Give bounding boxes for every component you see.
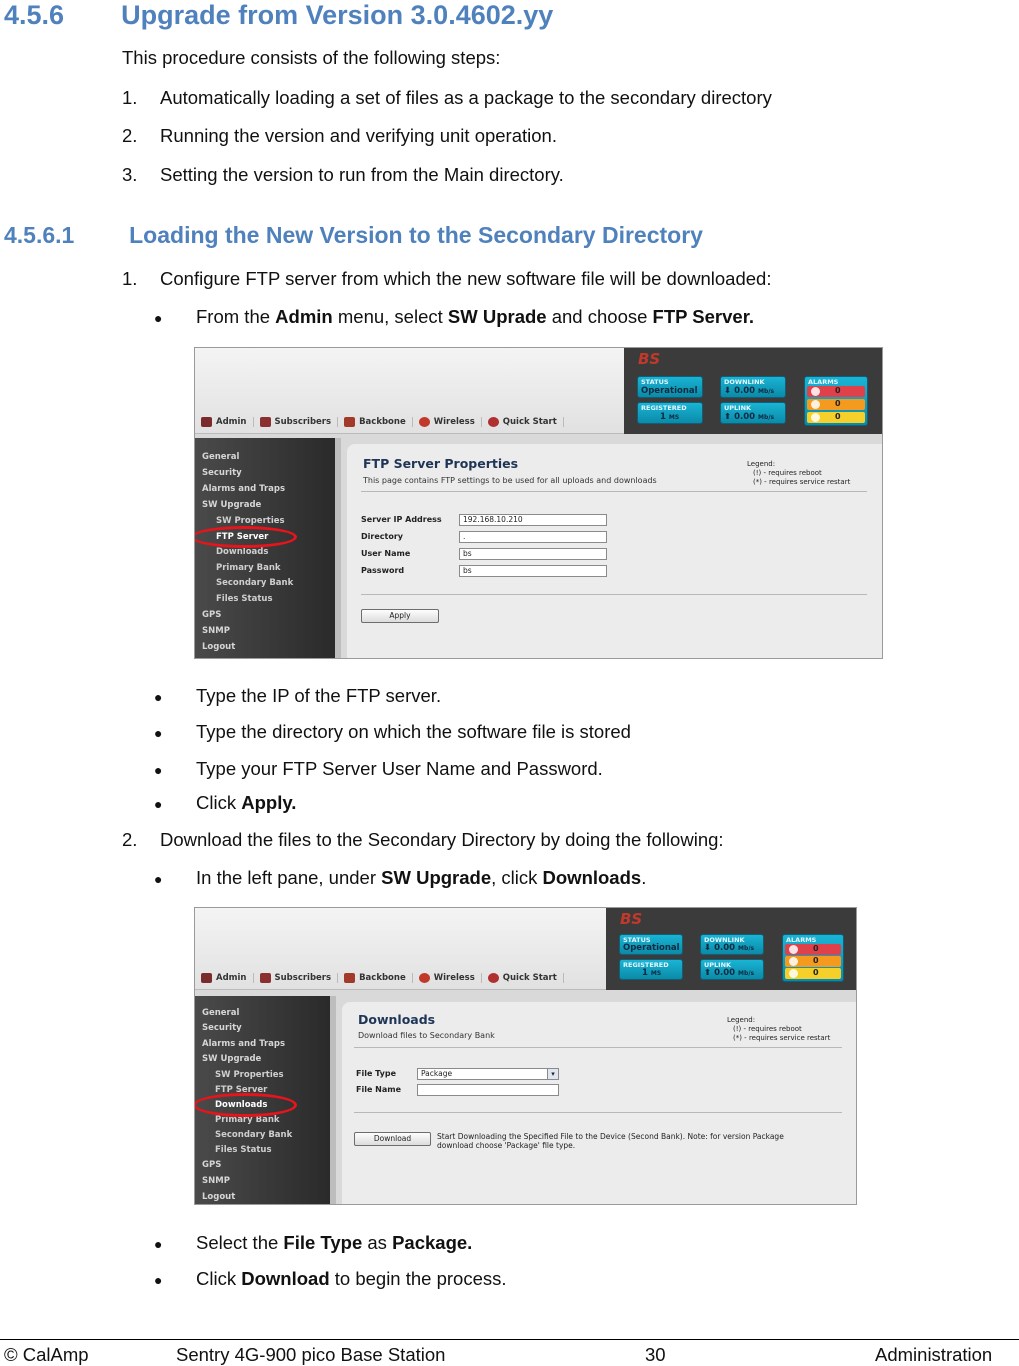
file-type-select[interactable]: Package ▾ [417,1068,559,1080]
sidebar-item-sw-properties[interactable]: SW Properties [215,1070,284,1080]
sidebar-item-files-status[interactable]: Files Status [215,1145,272,1155]
step-item: 1. Automatically loading a set of files as a package to the secondary directory [122,87,772,108]
bullet-text: Click Download to begin the process. [196,1268,507,1289]
step-item: 1. Configure FTP server from which the new software file will be downloaded: [122,268,772,289]
minor-icon [811,413,820,422]
admin-icon [201,417,212,427]
main-nav [195,967,564,989]
downlink-box: DOWNLINK ⬇ 0.00 Mb/s [720,376,786,398]
alarm-minor: 0 [807,412,865,423]
main-nav [195,411,564,433]
bs-logo: BS [638,350,661,368]
nav-wireless[interactable]: Wireless [419,417,482,427]
divider [354,1112,842,1113]
upload-arrow-icon: ⬆ [724,412,732,422]
sidebar-item-logout[interactable]: Logout [202,642,236,652]
file-name-input[interactable] [417,1084,559,1096]
sidebar-item-primary-bank[interactable]: Primary Bank [216,563,281,573]
download-note: Start Downloading the Specified File to the Device (Second Bank). Note: for version Package download choose 'Package' file type. [437,1132,784,1150]
major-icon [789,957,798,966]
sidebar-item-gps[interactable]: GPS [202,1160,222,1170]
sidebar-item-general[interactable]: General [202,452,240,462]
subsection-title: Loading the New Version to the Secondary Directory [129,222,703,248]
alarm-major: 0 [785,956,841,967]
uplink-box: UPLINK ⬆ 0.00 Mb/s [720,402,786,424]
chevron-down-icon[interactable]: ▾ [547,1069,558,1079]
page-description: Download files to Secondary Bank [358,1031,495,1040]
nav-backbone[interactable]: Backbone [344,417,413,427]
section-heading [4,0,553,31]
bullet-icon: ● [154,310,163,326]
highlight-ring [194,526,297,548]
directory-label: Directory [361,532,403,541]
sidebar-item-general[interactable]: General [202,1008,240,1018]
bullet-icon: ● [154,725,163,741]
directory-input[interactable]: . [459,531,607,543]
step-item: 2. Download the files to the Secondary Directory by doing the following: [122,829,724,850]
sidebar [195,438,341,658]
section-number: 4.5.6 [4,0,65,30]
bs-logo: BS [620,910,643,928]
sidebar-item-snmp[interactable]: SNMP [202,1176,230,1186]
subsection-number: 4.5.6.1 [4,222,75,248]
status-box: STATUS Operational [619,934,683,955]
subsection-heading [4,222,703,249]
page-title: Downloads [358,1012,436,1027]
alarm-critical: 0 [807,386,865,397]
sidebar-item-sw-upgrade[interactable]: SW Upgrade [202,500,262,510]
step-item: 3. Setting the version to run from the Main directory. [122,164,564,185]
footer-copyright: © CalAmp [4,1344,89,1365]
bullet-text: From the Admin menu, select SW Uprade and choose FTP Server. [196,306,755,327]
page-description: This page contains FTP settings to be used for all uploads and downloads [363,476,657,485]
nav-admin[interactable]: Admin [201,417,254,427]
uplink-box: UPLINK ⬆ 0.00 Mb/s [700,959,764,980]
sidebar-item-ftp-server[interactable]: FTP Server [215,1085,268,1095]
footer-page-number: 30 [645,1344,666,1365]
downlink-box: DOWNLINK ⬇ 0.00 Mb/s [700,934,764,955]
wireless-icon [419,973,430,983]
bullet-icon: ● [154,762,163,778]
alarm-minor: 0 [785,968,841,979]
status-panel [624,348,882,434]
sidebar-item-downloads[interactable]: Downloads [216,547,269,557]
sidebar-item-sw-upgrade[interactable]: SW Upgrade [202,1054,262,1064]
bullet-text: Type your FTP Server User Name and Password. [196,758,603,779]
footer-divider [0,1339,1019,1340]
sidebar-item-secondary-bank[interactable]: Secondary Bank [215,1130,293,1140]
bullet-text: Type the directory on which the software file is stored [196,721,631,742]
highlight-ring [194,1093,297,1117]
download-arrow-icon: ⬇ [704,943,712,953]
legend: Legend: (!) - requires reboot (*) - requires service restart [727,1016,831,1042]
sidebar-item-ftp-server[interactable]: FTP Server [216,532,269,542]
legend: Legend: (!) - requires reboot (*) - requires service restart [747,460,851,486]
sidebar-item-sw-properties[interactable]: SW Properties [216,516,285,526]
registered-box: REGISTERED 1 MS [619,959,683,980]
server-ip-input[interactable]: 192.168.10.210 [459,514,607,526]
bullet-icon: ● [154,1272,163,1288]
user-name-label: User Name [361,549,411,558]
ftp-server-screenshot [194,347,883,659]
alarm-major: 0 [807,399,865,410]
nav-admin[interactable]: Admin [201,973,254,983]
critical-icon [789,945,798,954]
bullet-icon: ● [154,689,163,705]
bullet-text: Type the IP of the FTP server. [196,685,442,706]
bullet-icon: ● [154,1236,163,1252]
footer-product: Sentry 4G-900 pico Base Station [176,1344,446,1365]
section-title: Upgrade from Version 3.0.4602.yy [121,0,554,30]
bullet-icon: ● [154,871,163,887]
user-name-input[interactable]: bs [459,548,607,560]
nav-backbone[interactable]: Backbone [344,973,413,983]
alarms-box: ALARMS [804,376,868,426]
alarm-critical: 0 [785,944,841,955]
bullet-text: In the left pane, under SW Upgrade, click Downloads. [196,867,647,888]
sidebar-item-logout[interactable]: Logout [202,1192,236,1202]
sidebar-item-snmp[interactable]: SNMP [202,626,230,636]
critical-icon [811,387,820,396]
server-ip-label: Server IP Address [361,515,442,524]
bullet-text: Select the File Type as Package. [196,1232,473,1253]
nav-subscribers[interactable]: Subscribers [260,973,339,983]
sidebar-item-security[interactable]: Security [202,468,242,478]
minor-icon [789,969,798,978]
bullet-icon: ● [154,796,163,812]
footer-chapter: Administration [875,1344,993,1365]
sidebar-item-alarms-traps[interactable]: Alarms and Traps [202,1039,286,1049]
nav-subscribers[interactable]: Subscribers [260,417,339,427]
page-title: FTP Server Properties [363,456,519,471]
status-box: STATUS Operational [637,376,703,398]
sidebar-item-gps[interactable]: GPS [202,610,222,620]
upload-arrow-icon: ⬆ [704,968,712,978]
section-intro: This procedure consists of the following steps: [122,47,501,68]
step-item: 2. Running the version and verifying unit operation. [122,125,557,146]
registered-box: REGISTERED 1 MS [637,402,703,424]
downloads-content-panel [342,1002,857,1205]
alarms-box: ALARMS [782,934,844,982]
file-type-label: File Type [356,1069,397,1078]
nav-quick-start[interactable]: Quick Start [488,973,564,983]
bullet-text: Click Apply. [196,792,297,813]
play-icon [488,973,499,983]
subscribers-icon [260,417,271,427]
admin-icon [201,973,212,983]
ftp-content-panel [347,444,883,659]
apply-button[interactable]: Apply [361,609,439,623]
nav-wireless[interactable]: Wireless [419,973,482,983]
file-name-label: File Name [356,1085,402,1094]
sidebar-item-secondary-bank[interactable]: Secondary Bank [216,578,294,588]
backbone-icon [344,417,355,427]
sidebar-item-files-status[interactable]: Files Status [216,594,273,604]
play-icon [488,417,499,427]
subscribers-icon [260,973,271,983]
download-arrow-icon: ⬇ [724,386,732,396]
divider [354,1047,842,1048]
divider [361,594,867,595]
download-button[interactable]: Download [354,1132,431,1146]
wireless-icon [419,417,430,427]
downloads-screenshot [194,907,857,1205]
sidebar-item-security[interactable]: Security [202,1023,242,1033]
major-icon [811,400,820,409]
sidebar-item-alarms-traps[interactable]: Alarms and Traps [202,484,286,494]
password-label: Password [361,566,405,575]
backbone-icon [344,973,355,983]
nav-quick-start[interactable]: Quick Start [488,417,564,427]
sidebar-item-downloads[interactable]: Downloads [215,1100,268,1110]
divider [361,491,867,492]
sidebar-item-primary-bank[interactable]: Primary Bank [215,1115,280,1125]
status-panel [606,908,856,990]
password-input[interactable]: bs [459,565,607,577]
